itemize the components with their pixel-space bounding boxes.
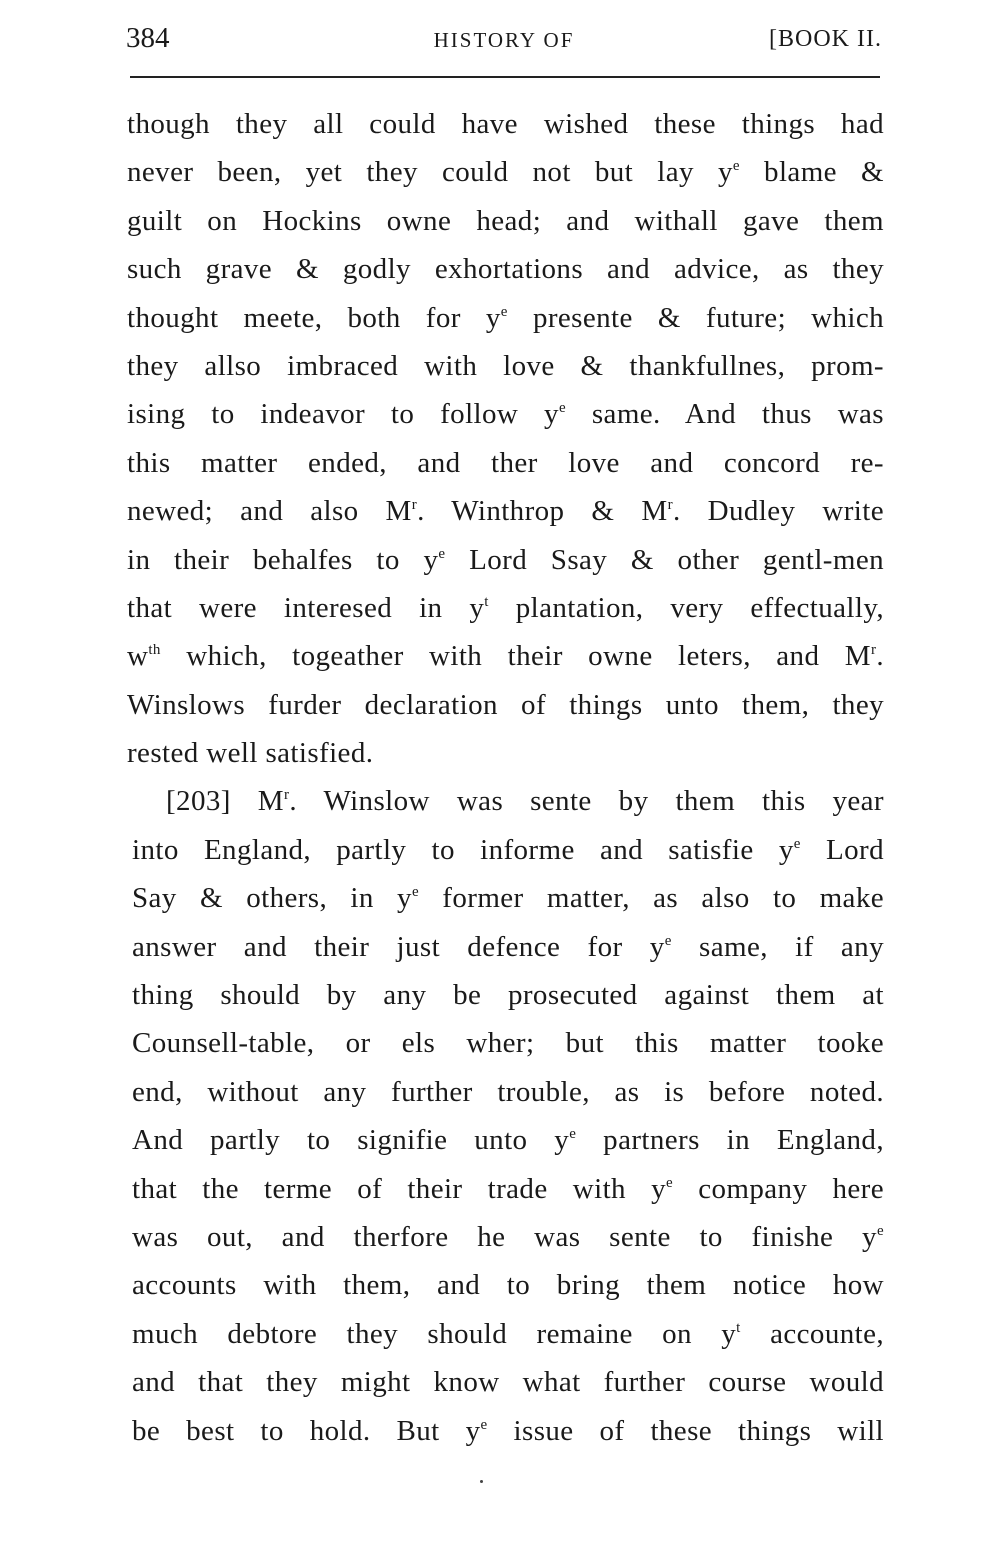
- text-line: they allso imbraced with love & thankfullnes, prom-: [127, 349, 884, 382]
- text-line: ising to indeavor to follow $y^e$ same. And thus was: [127, 398, 884, 431]
- text-line: that the terme of their trade with $y^e$ company here: [132, 1172, 884, 1205]
- text-line: And partly to signifie unto $y^e$ partners in England,: [132, 1124, 884, 1157]
- text-line: and that they might know what further course would: [132, 1366, 884, 1399]
- text-line: accounts with them, and to bring them notice how: [132, 1269, 884, 1302]
- page-number: 384: [126, 22, 170, 54]
- text-line: be best to hold. But $y^e$ issue of these things will: [132, 1414, 884, 1447]
- text-line: thought meete, both for $y^e$ presente & future; which: [127, 301, 884, 334]
- text-line: in their behalfes to $y^e$ Lord Ssay & other gentl-men: [127, 543, 884, 576]
- text-line: that were interesed in $y^t$ plantation, very effectually,: [127, 591, 884, 624]
- text-line: was out, and therfore he was sente to finishe $y^e$: [132, 1220, 884, 1253]
- text-line: guilt on Hockins owne head; and withall gave them: [127, 204, 884, 237]
- text-line: [203] $M^r$. Winslow was sente by them this year: [166, 785, 884, 818]
- text-line: such grave & godly exhortations and advice, as they: [127, 253, 884, 286]
- running-title: HISTORY OF: [433, 28, 575, 52]
- book-label: [BOOK II.: [769, 26, 882, 52]
- text-line: thing should by any be prosecuted against them at: [132, 979, 884, 1012]
- text-line: Say & others, in $y^e$ former matter, as also to make: [132, 882, 884, 915]
- text-line: rested well satisfied.: [127, 737, 374, 770]
- text-line: never been, yet they could not but lay $y^e$ blame &: [127, 156, 884, 189]
- text-line: Winslows furder declaration of things unto them, they: [127, 688, 884, 721]
- body-text: [127, 100, 884, 1455]
- text-line: Counsell-table, or els wher; but this matter tooke: [132, 1027, 884, 1060]
- speck-mark: [480, 1480, 483, 1483]
- text-line: into England, partly to informe and satisfie $y^e$ Lord: [132, 833, 884, 866]
- text-line: though they all could have wished these things had: [127, 108, 884, 140]
- text-line: newed; and also $M^r$. Winthrop & $M^r$. Dudley write: [127, 495, 884, 528]
- text-line: this matter ended, and ther love and concord re-: [127, 446, 884, 479]
- text-line: end, without any further trouble, as is before noted.: [132, 1075, 884, 1108]
- page-header: [126, 22, 882, 62]
- text-line: much debtore they should remaine on $y^t$ accounte,: [132, 1317, 884, 1350]
- text-line: $w^{th}$ which, togeather with their owne leters, and $M^r$.: [127, 640, 884, 673]
- text-line: answer and their just defence for $y^e$ same, if any: [132, 930, 884, 963]
- header-rule: [130, 76, 880, 78]
